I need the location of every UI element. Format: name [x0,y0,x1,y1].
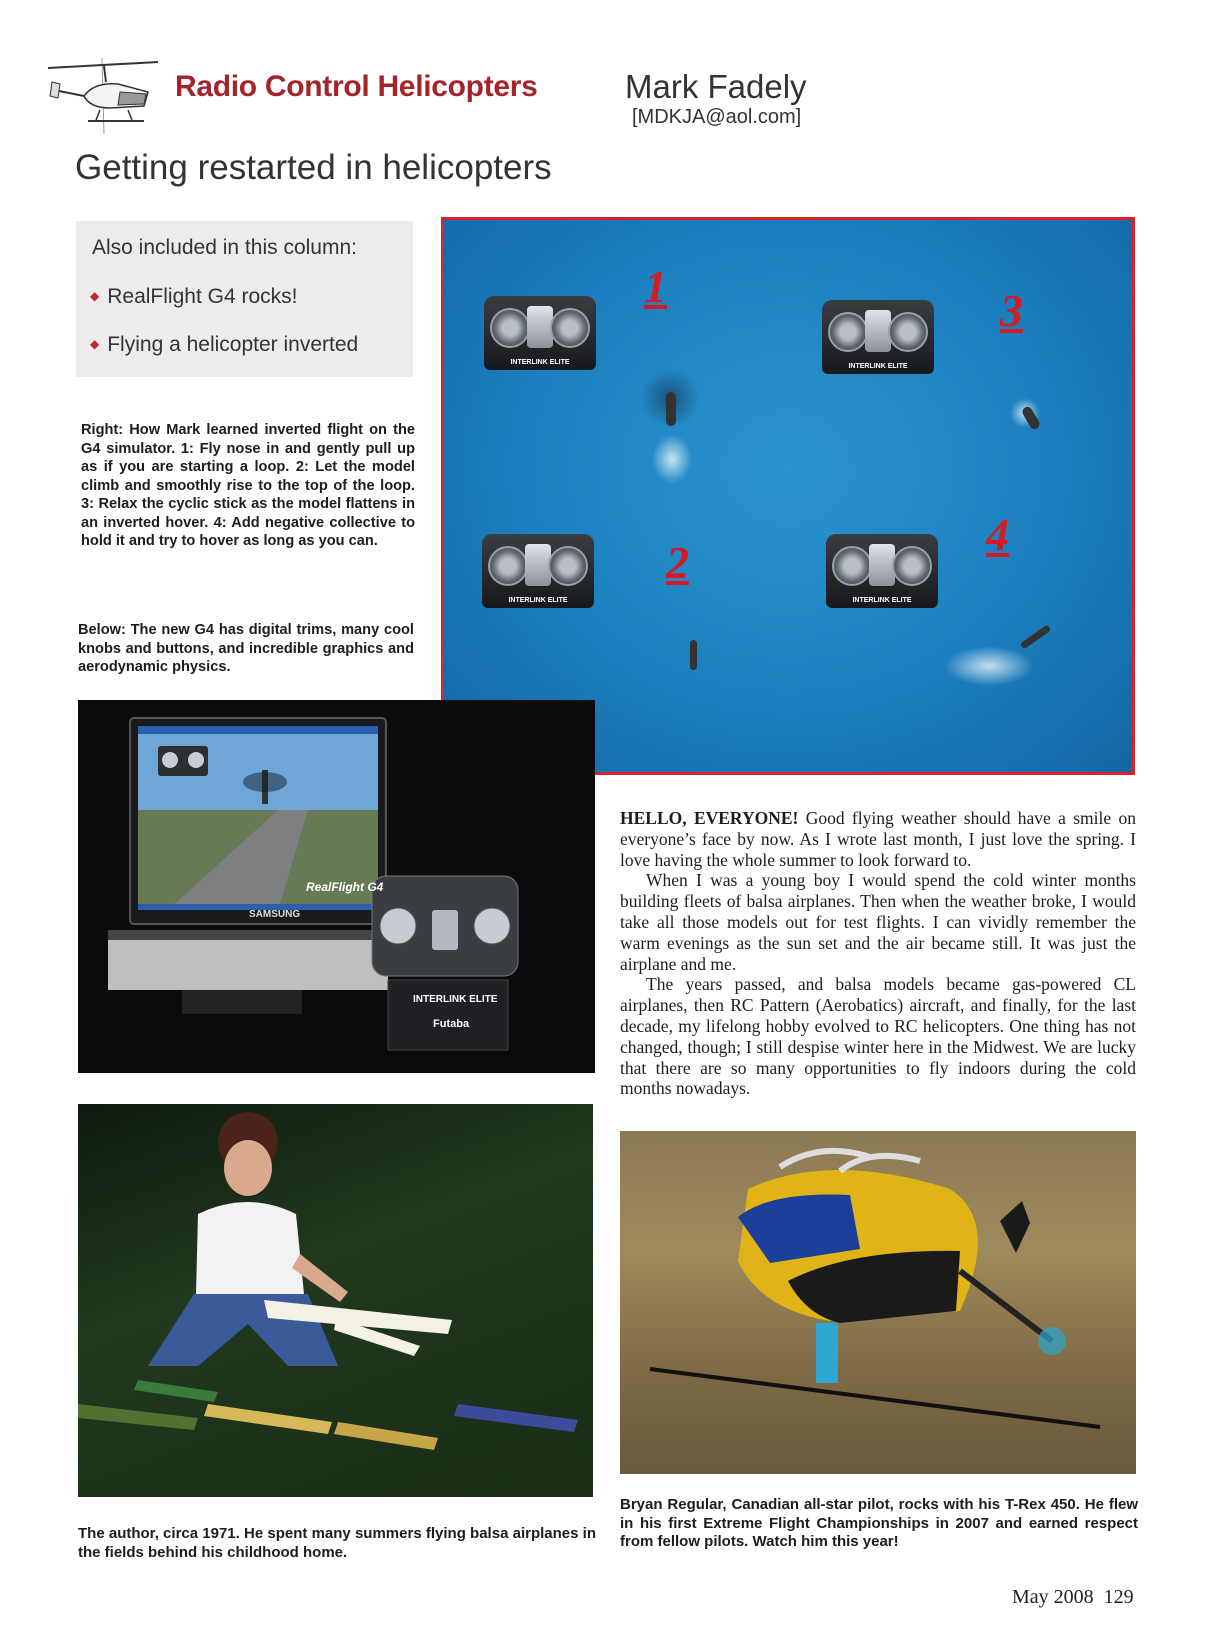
step-number: 2 [666,537,689,588]
step-number: 4 [986,509,1009,560]
transmitter-icon: INTERLINK ELITE [484,296,596,370]
author-childhood-photo [78,1104,593,1497]
article-body [620,808,1136,1099]
simulator-caption: Right: How Mark learned inverted flight on the G4 simulator. 1: Fly nose in and gently pull up as if you are starting a loop. 2: Let the model climb and smoothly rise to the top of the loop. 3: Relax the cyclic stick as the model flattens in an inverted hover. 4: Add negative collective to hold it and try to hover as long as you can. [81,422,415,549]
also-included-box [76,221,413,377]
screen-logo: RealFlight G4 [306,880,384,894]
author-email: [MDKJA@aol.com] [632,106,802,128]
also-included-item: ◆ RealFlight G4 rocks! [90,285,298,308]
author-name: Mark Fadely [625,68,807,105]
transmitter-icon: INTERLINK ELITE [822,300,934,374]
author-photo-caption: The author, circa 1971. He spent many summers flying balsa airplanes in the fields behind his childhood home. [78,1525,596,1561]
issue-date: May 2008 [1012,1586,1094,1608]
body-paragraph: The years passed, and balsa models became gas-powered CL airplanes, then RC Pattern (Aerobatics) aircraft, and finally, for the last decade, my lifelong hobby evolved to RC helicopters. One thing has not changed, though; I still despise winter here in the Midwest. We are lucky that there are so many opportunities to fly indoors during the cold months nowadays. [620,974,1136,1099]
step-number: 1 [644,261,667,312]
helicopter-logo-icon [44,48,162,138]
column-title: Radio Control Helicopters [175,70,538,103]
page-footer [1012,1586,1134,1609]
also-included-item: ◆ Flying a helicopter inverted [90,333,359,356]
also-included-heading: Also included in this column: [92,236,357,259]
body-paragraph: When I was a young boy I would spend the cold winter months building fleets of balsa airplanes. Then when the weather broke, I would take all those models out for test flights. I can vividly remember the warm evenings as the sun set and the air became still. It was just the airplane and me. [620,870,1136,974]
monitor-brand: SAMSUNG [249,909,301,920]
trex-450-photo [620,1131,1136,1474]
page-number: 129 [1103,1586,1134,1608]
transmitter-icon: INTERLINK ELITE [482,534,594,608]
transmitter-icon: INTERLINK ELITE [826,534,938,608]
bullet-icon: ◆ [90,337,100,351]
article-headline: Getting restarted in helicopters [75,148,552,187]
helicopter-icon [1020,624,1052,649]
g4-simulator-photo [78,700,595,1073]
step-number: 3 [1000,285,1023,336]
body-paragraph: HELLO, EVERYONE! Good flying weather should have a smile on everyone’s face by now. As I wrote last month, I just love the spring. I love having the whole summer to look forward to. [620,808,1136,870]
controller-label: INTERLINK ELITE [413,994,498,1005]
pilot-photo-caption: Bryan Regular, Canadian all-star pilot, rocks with his T-Rex 450. He flew in his first Extreme Flight Championships in 2007 and earned respect from fellow pilots. Watch him this year! [620,1496,1138,1550]
simulator-sequence-image [441,217,1135,775]
helicopter-icon [690,640,697,670]
helicopter-icon [666,392,676,426]
controller-maker: Futaba [433,1018,470,1030]
g4-caption: Below: The new G4 has digital trims, many cool knobs and buttons, and incredible graphics and aerodynamic physics. [78,622,414,675]
bullet-icon: ◆ [90,289,100,303]
